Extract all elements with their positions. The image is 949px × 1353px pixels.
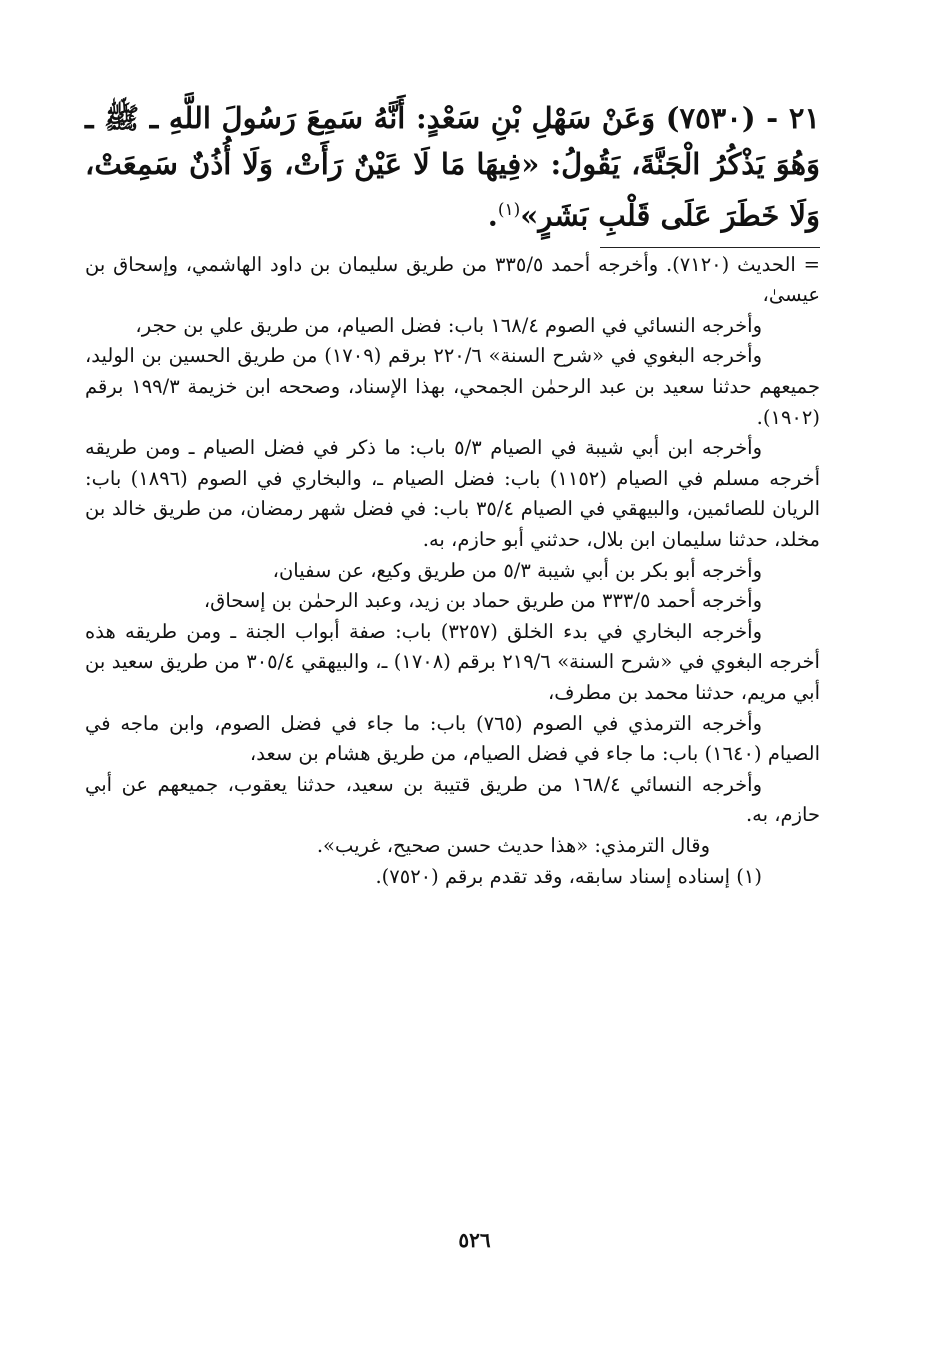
note-paragraph: = الحديث (٧١٢٠). وأخرجه أحمد ٣٣٥/٥ من طريق سليمان بن داود الهاشمي، وإسحاق بن عيسىٰ،: [85, 252, 820, 307]
page-number: ٥٢٦: [458, 1228, 491, 1252]
note-paragraph: وأخرجه أحمد ٣٣٣/٥ من طريق حماد بن زيد، وعبد الرحمٰن بن إسحاق،: [203, 589, 762, 613]
note-paragraph: وأخرجه النسائي ١٦٨/٤ من طريق قتيبة بن سعيد، حدثنا يعقوب، جميعهم عن أبي حازم، به.: [85, 772, 820, 827]
hadith-end: .: [487, 198, 498, 233]
footnote-divider: [600, 247, 820, 248]
note-paragraph: وأخرجه أبو بكر بن أبي شيبة ٥/٣ من طريق وكيع، عن سفيان،: [272, 558, 762, 582]
footnote-reference: (١): [497, 200, 521, 220]
note-paragraph: وأخرجه النسائي في الصوم ١٦٨/٤ باب: فضل الصيام، من طريق علي بن حجر،: [135, 313, 762, 337]
hadith-body: ٢١ - (٧٥٣٠) وَعَنْ سَهْلِ بْنِ سَعْدٍ: أَنَّهُ سَمِعَ رَسُولَ اللَّهِ ـ ﷺ ـ وَهُوَ يَذْكُرُ الْجَنَّةَ، يَقُولُ: «فِيهَا مَا لَا عَيْنٌ رَأَتْ، وَلَا أُذُنٌ سَمِعَتْ، وَلَا خَطَرَ عَلَى قَلْبِ بَشَرٍ»: [85, 101, 820, 233]
note-paragraph: وأخرجه البغوي في «شرح السنة» ٢٢٠/٦ برقم (١٧٠٩) من طريق الحسين بن الوليد، جميعهم حدثنا سعيد بن عبد الرحمٰن الجمحي، بهذا الإسناد، وصححه ابن خزيمة ١٩٩/٣ برقم (١٩٠٢).: [85, 344, 821, 429]
hadith-text: [85, 95, 820, 239]
note-paragraph: وأخرجه الترمذي في الصوم (٧٦٥) باب: ما جاء في فضل الصوم، وابن ماجه في الصيام (١٦٤٠) باب: ما جاء في فضل الصيام، من طريق هشام بن سعد،: [85, 711, 820, 766]
note-paragraph: وأخرجه ابن أبي شيبة في الصيام ٥/٣ باب: ما ذكر في فضل الصيام ـ ومن طريقه أخرجه مسلم في الصيام (١١٥٢) باب: فضل الصيام ـ، والبخاري في الصوم (١٨٩٦) باب: الريان للصائمين، والبيهقي في الصيام ٣٥/٤ باب: في فضل شهر رمضان، من طريق خالد بن مخلد، حدثنا سليمان ابن بلال، حدثني أبو حازم، به.: [85, 436, 820, 551]
note-paragraph: وأخرجه البخاري في بدء الخلق (٣٢٥٧) باب: صفة أبواب الجنة ـ ومن طريقه هذه أخرجه البغوي في «شرح السنة» ٢١٩/٦ برقم (١٧٠٨) ـ، والبيهقي ٣٠٥/٤ من طريق سعيد بن أبي مريم، حدثنا محمد بن مطرف،: [85, 619, 820, 704]
page-body: [85, 95, 820, 892]
footnote: (١) إسناده إسناد سابقه، وقد تقدم برقم (٧٥٢٠).: [375, 864, 762, 888]
notes-section: [85, 250, 820, 862]
note-paragraph: وقال الترمذي: «هذا حديث حسن صحيح، غريب».: [316, 833, 710, 857]
